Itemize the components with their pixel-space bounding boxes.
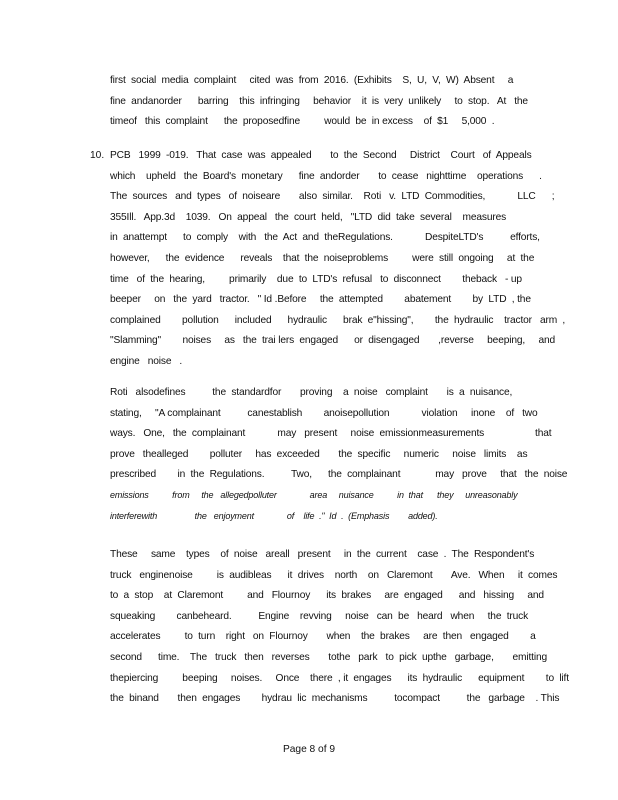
item-10-line: The sources and types of noiseare also similar. Roti v. LTD Commodities, LLC ; xyxy=(110,191,555,203)
intro-line: first social media complaint cited was from 2016. (Exhibits S, U, V, W) Absent a xyxy=(110,75,514,86)
item-10-line: in anattempt to comply with the Act and theRegulations. DespiteLTD's efforts, xyxy=(110,232,540,244)
these-paragraph-line: the binand then engages hydrau lic mechanisms tocompact the garbage . This xyxy=(110,693,560,705)
roti-paragraph-line: interferewith the enjoyment of life ." Id . (Emphasis added). xyxy=(110,510,438,521)
these-paragraph-line: to a stop at Claremont and Flournoy its brakes are engaged and hissing and xyxy=(110,590,544,602)
these-paragraph-line: second time. The truck then reverses tothe park to pick upthe garbage, emitting xyxy=(110,652,547,663)
page-number-footer: Page 8 of 9 xyxy=(282,744,336,755)
roti-paragraph-line: ways. One, the complainant may present noise emissionmeasurements that xyxy=(110,428,552,440)
roti-paragraph-line: stating, "A complainant canestablish anoisepollution violation inone of two xyxy=(110,407,538,419)
these-paragraph-line: squeaking canbeheard. Engine revving noise can be heard when the truck xyxy=(110,610,529,622)
item-10-line: 355Ill. App.3d 1039. On appeal the court held, "LTD did take several measures xyxy=(110,211,507,223)
intro-line: timeof this complaint the proposedfine would be in excess of $1 5,000 . xyxy=(110,116,495,128)
intro-line: fine andanorder barring this infringing behavior it is very unlikely to stop. At the xyxy=(110,95,528,107)
item-10-line: time of the hearing, primarily due to LTD's refusal to disconnect theback - up xyxy=(110,273,522,285)
roti-paragraph-line: emissions from the allegedpolluter area nuisance in that they unreasonably xyxy=(110,490,518,500)
roti-paragraph-line: prove thealleged polluter has exceeded the specific numeric noise limits as xyxy=(110,448,528,460)
these-paragraph-line: thepiercing beeping noises. Once there , it engages its hydraulic equipment to lift xyxy=(110,672,569,684)
item-10-line: PCB 1999 -019. That case was appealed to the Second District Court of Appeals xyxy=(110,150,532,161)
item-10-line: "Slamming" noises as the trai lers engaged or disengaged ,reverse beeping, and xyxy=(110,335,556,347)
roti-paragraph-line: prescribed in the Regulations. Two, the complainant may prove that the noise xyxy=(110,469,568,481)
item-10-line: complained pollution included hydraulic brak e"hissing", the hydraulic tractor arm , xyxy=(110,314,566,326)
item-10-line: however, the evidence reveals that the noiseproblems were still ongoing at the xyxy=(110,253,535,264)
these-paragraph-line: truck enginenoise is audibleas it drives north on Claremont Ave. When it comes xyxy=(110,569,558,581)
these-paragraph-line: These same types of noise areall present in the current case . The Respondent's xyxy=(110,549,535,560)
item-number: 10. xyxy=(90,150,105,161)
item-10-line: beeper on the yard tractor. " Id .Before the attempted abatement by LTD , the xyxy=(110,294,531,306)
roti-paragraph-line: Roti alsodefines the standardfor proving a noise complaint is a nuisance, xyxy=(110,387,513,398)
item-10-line: which upheld the Board's monetary fine andorder to cease nighttime operations . xyxy=(110,170,542,182)
item-10-line: engine noise . xyxy=(110,356,183,367)
these-paragraph-line: accelerates to turn right on Flournoy when the brakes are then engaged a xyxy=(110,631,536,643)
